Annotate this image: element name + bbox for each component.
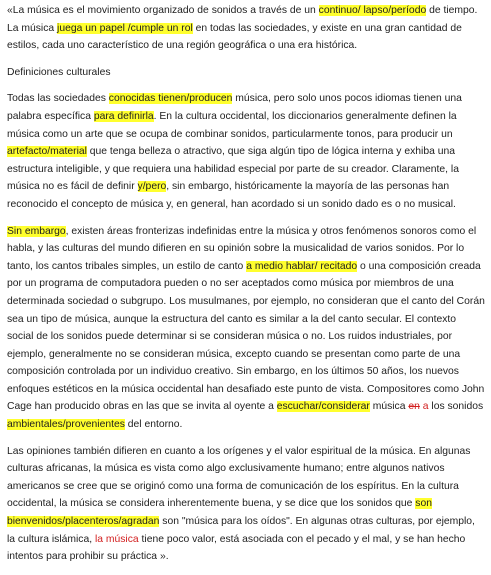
text: «La música es el movimiento organizado de sonidos a través de un: [7, 5, 319, 16]
highlighted-text: son bienvenidos/placenteros/agradan: [7, 498, 432, 528]
highlighted-text: para definirla: [93, 110, 154, 122]
highlighted-text: juega un papel /cumple un rol: [57, 22, 193, 34]
text: de tiempo. La música: [7, 5, 478, 34]
highlighted-text: artefacto/material: [7, 146, 87, 158]
text: los sonidos: [428, 401, 484, 413]
text: en todas las sociedades, y existe en una gran cantidad de estilos, cada uno característico de una región geográfica o una era histórica.: [7, 22, 462, 52]
highlighted-text: continuo/ lapso/período: [318, 5, 427, 16]
highlighted-text: a medio hablar/ recitado: [246, 260, 358, 272]
highlighted-text: ambientales/provenientes: [7, 419, 125, 431]
highlighted-text: Sin embargo: [7, 225, 66, 237]
text: tiene poco valor, está asociada con el pecado y el mal, y se han hecho intentos para prohibir su práctica ».: [7, 533, 466, 563]
paragraph-boundaries: [7, 223, 485, 434]
text: música: [369, 401, 409, 413]
highlighted-text: conocidas tienen/producen: [108, 93, 233, 105]
paragraph-societies: [7, 90, 485, 213]
text: que tenga belleza o atractivo, que siga algún tipo de lógica interna y exhiba una estructura inteligible, y que requiera una habilidad especial por parte de su creador. Claramente, la música no es fácil de definir: [7, 146, 459, 193]
text: , sin embargo, históricamente la mayoría de las personas han reconocido el concepto de música y, en general, han acordado si un sonido dado es o no musical.: [7, 181, 456, 210]
text: . En la cultura occidental, los diccionarios generalmente definen la música como un arte que se ocupa de combinar sonidos, particularmente tonos, para producir un: [7, 110, 457, 140]
text: Todas las sociedades: [7, 93, 109, 105]
paragraph-opinions: [7, 443, 485, 566]
text: son "música para los oídos". En algunas otras culturas, por ejemplo, la cultura islámica,: [7, 516, 475, 545]
paragraph-intro: [7, 2, 485, 55]
text: del entorno.: [124, 419, 183, 431]
highlighted-text: escuchar/considerar: [276, 401, 370, 413]
strikethrough-text: en: [408, 401, 420, 413]
inserted-text: a: [419, 401, 429, 413]
text: Las opiniones también difieren en cuanto a los orígenes y el valor espiritual de la música. En algunas culturas africanas, la música es vista como algo exclusivamente humano; entre algunos nativos americanos se cree que se originó como una forma de comunicación de los espíritus. En la cultura occidental, la música se considera inherentemente buena, y se dice que los sonidos que: [7, 445, 471, 510]
red-text: la música: [94, 533, 139, 545]
text: o una composición creada por un programa de computadora pueden o no ser aceptados como música por miembros de una determinada sociedad o subgrupo. Los musulmanes, por ejemplo, no consideran que el canto del Corán sea un tipo de música, aunque la estructura del canto es similar a la del canto secular. El contexto social de los sonidos puede determinar si se consideran música o no. Los ruidos industriales, por ejemplo, generalmente no se consideran música, excepto cuando se presentan como parte de una composición controlada por un individuo creativo. Sin embargo, en los últimos 50 años, los nuevos enfoques estéticos en la música occidental han desafiado este punto de vista. Compositores como John Cage han producido obras en las que se invita al oyente a: [7, 260, 485, 413]
text: , existen áreas fronterizas indefinidas entre la música y otros fenómenos sonoros como el habla, y las culturas del mundo difieren en su opinión sobre la musicalidad de varios sonidos. Por lo tanto, los cantos tribales simples, un estilo de canto: [7, 225, 477, 272]
section-heading: Definiciones culturales: [7, 66, 111, 78]
document-body: [7, 2, 485, 575]
text: música, pero solo unos pocos idiomas tienen una palabra específica: [7, 93, 462, 122]
highlighted-text: y/pero: [137, 181, 167, 193]
